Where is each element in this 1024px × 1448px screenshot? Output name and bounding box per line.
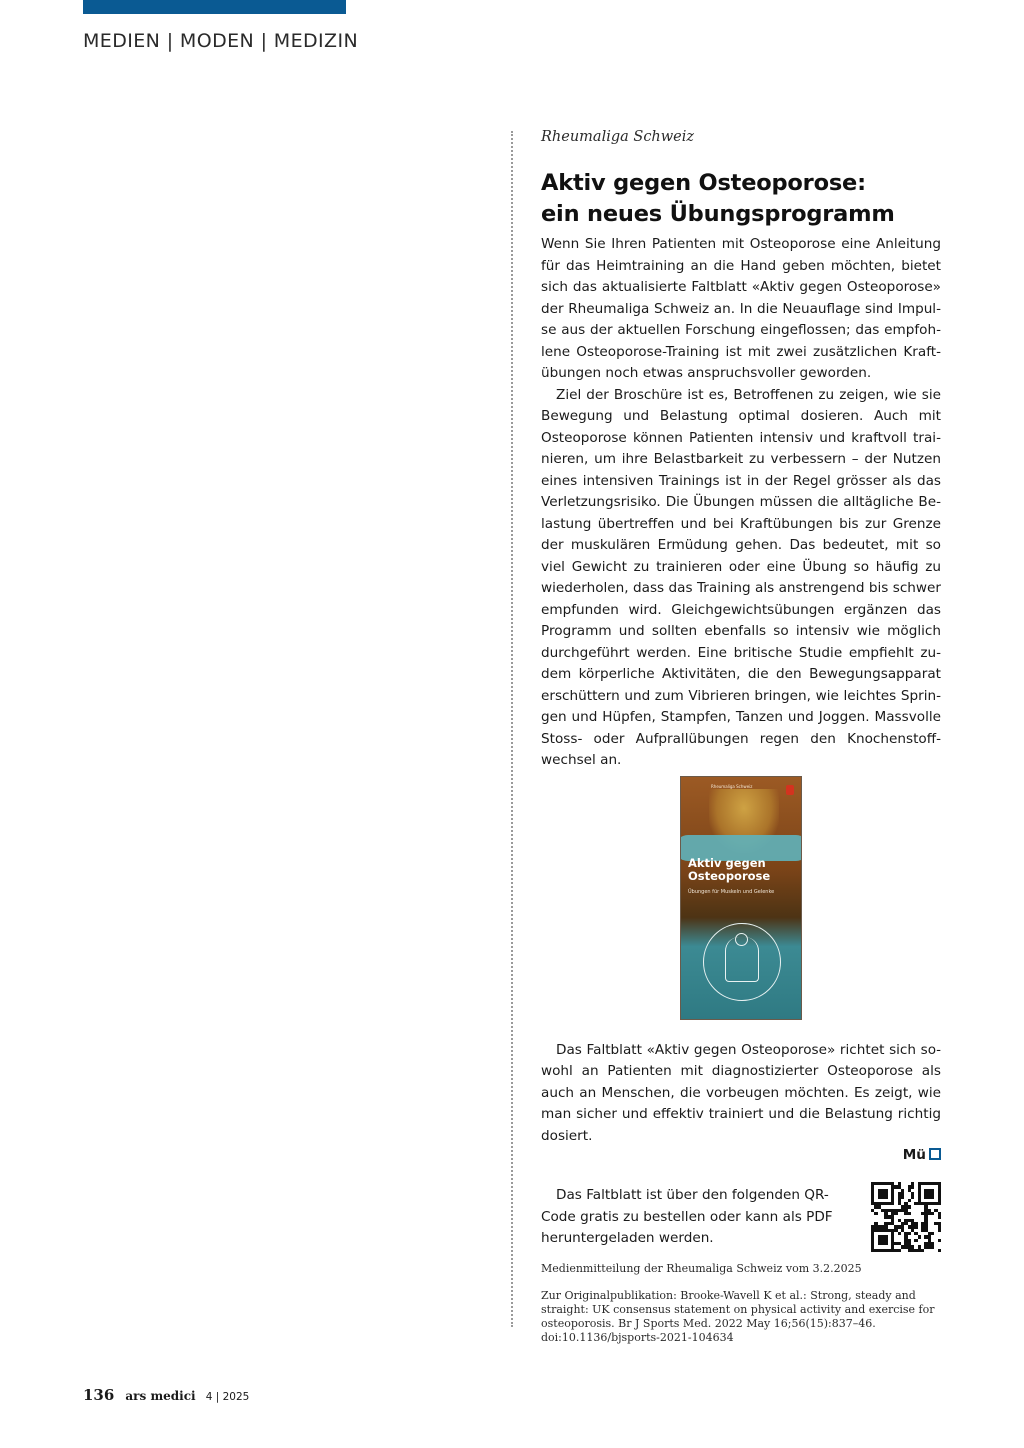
article-source: Rheumaliga Schweiz bbox=[541, 129, 695, 145]
cover-figure-icon bbox=[725, 937, 759, 982]
page-number: 136 bbox=[83, 1386, 115, 1404]
cover-subtitle: Übungen für Muskeln und Gelenke bbox=[688, 888, 775, 895]
original-publication-note: Zur Originalpublikation: Brooke-Wavell K et al.: Strong, steady and straight: UK consensus statement on physical activity and exercise for osteoporosis. Br J Sports Med. 2022 May 16;56(15):837–46. doi:10.1136/bjsports-2021-104634 bbox=[541, 1289, 935, 1344]
cover-publisher: Rheumaliga Schweiz bbox=[711, 783, 753, 789]
article-title-line-1: Aktiv gegen Osteoporose: bbox=[541, 170, 866, 196]
section-header: MEDIEN | MODEN | MEDIZIN bbox=[83, 30, 359, 52]
article bbox=[541, 126, 941, 1345]
article-paragraph-2: Ziel der Broschüre ist es, Betroffenen zu zeigen, wie sie Bewegung und Belastung optimal dosieren. Auch mit Osteoporose können Patienten intensiv und kraftvoll trainieren, um ihre Belastbarkeit zu verbessern – der Nutzen eines intensiven Trainings ist in der Regel grösser als das Verletzungsrisiko. Die Übungen müssen die alltägliche Belastung übertreffen und bei Kraftübungen bis zur Grenze der muskulären Ermüdung gehen. Das bedeutet, mit so viel Gewicht zu trainieren oder eine Übung so häufig zu wiederholen, dass das Training als anstrengend bis schwer empfunden wird. Gleichgewichtsübungen ergänzen das Programm und sollten ebenfalls so intensiv wie möglich durchgeführt werden. Eine britische Studie empfiehlt zudem körperliche Aktivitäten, die den Bewegungsapparat erschüttern und zum Vibrieren bringen, wie leichtes Springen und Hüpfen, Stampfen, Tanzen und Joggen. Massvolle Stoss- oder Aufprallübungen regen den Knochenstoffwechsel an. bbox=[541, 386, 941, 768]
article-title bbox=[541, 168, 941, 230]
article-title-line-2: ein neues Übungsprogramm bbox=[541, 201, 895, 227]
brochure-cover-image bbox=[680, 776, 802, 1020]
qr-module bbox=[938, 1249, 941, 1252]
press-release-note: Medienmitteilung der Rheumaliga Schweiz vom 3.2.2025 bbox=[541, 1262, 862, 1275]
author-initials: Mü bbox=[903, 1147, 941, 1163]
qr-code-icon[interactable] bbox=[871, 1182, 941, 1252]
qr-instructions: Das Faltblatt ist über den folgenden QR-Code gratis zu bestellen oder kann als PDF heruntergeladen werden. bbox=[541, 1187, 833, 1246]
article-paragraph-1: Wenn Sie Ihren Patienten mit Osteoporose eine Anleitung für das Heimtraining an die Hand geben möchten, bietet sich das aktualisierte Faltblatt «Aktiv gegen Osteoporose» der Rheumaliga Schweiz an. In die Neuauflage sind Impulse aus der aktuellen Forschung eingeflossen; das empfohlene Osteoporose-Training ist mit zwei zusätzlichen Kraftübungen noch etwas anspruchsvoller geworden. bbox=[541, 236, 941, 381]
qr-section bbox=[541, 1185, 941, 1257]
column-divider bbox=[511, 131, 513, 1327]
header-accent-bar bbox=[83, 0, 346, 14]
issue-number: 4 | 2025 bbox=[205, 1391, 250, 1403]
article-paragraph-3: Das Faltblatt «Aktiv gegen Osteoporose» richtet sich sowohl an Patienten mit diagnostizierter Osteoporose als auch an Menschen, die vorbeugen möchten. Es zeigt, wie man sicher und effektiv trainiert und die Belastung richtig dosiert. bbox=[541, 1041, 941, 1144]
article-signoff bbox=[541, 1147, 941, 1163]
magazine-name: ars medici bbox=[125, 1389, 196, 1403]
article-closing bbox=[541, 1040, 941, 1164]
square-end-mark-icon bbox=[929, 1148, 941, 1160]
cover-title: Aktiv gegen Osteoporose bbox=[688, 855, 771, 883]
cover-logo-icon bbox=[786, 785, 794, 795]
page-footer bbox=[83, 1385, 249, 1404]
